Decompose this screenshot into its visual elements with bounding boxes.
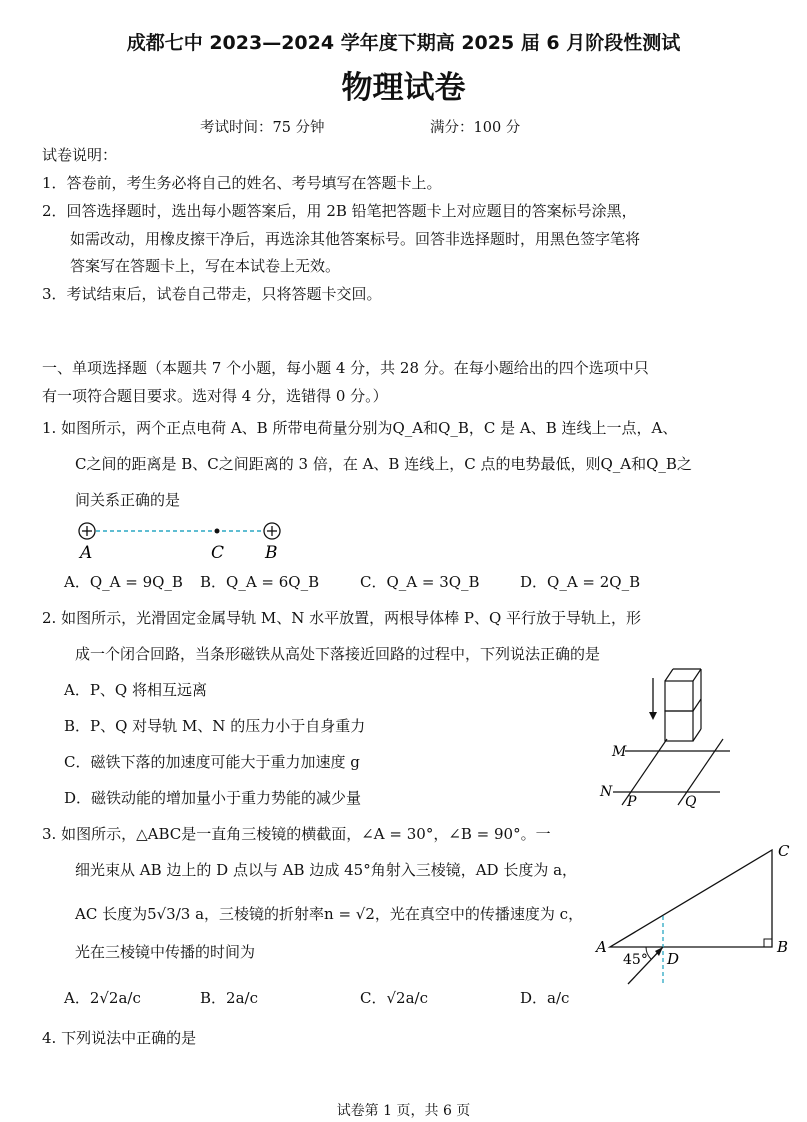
label-p: P bbox=[627, 794, 637, 810]
exam-time: 考试时间：75 分钟 bbox=[200, 120, 325, 136]
label-q: Q bbox=[685, 794, 697, 810]
magnet-icon bbox=[665, 681, 693, 711]
q1-stem: 间关系正确的是 bbox=[75, 491, 181, 509]
q3-prism-figure bbox=[588, 838, 798, 988]
q1-option-a: A．Q_A = 9Q_B bbox=[64, 573, 183, 591]
label-d: D bbox=[667, 950, 680, 968]
point-c bbox=[215, 529, 220, 534]
q3-option-c: C．√2a/c bbox=[360, 989, 428, 1007]
school-line: 成都七中 2023—2024 学年度下期高 2025 届 6 月阶段性测试 bbox=[126, 32, 681, 54]
q2-stem: 成一个闭合回路，当条形磁铁从高处下落接近回路的过程中，下列说法正确的是 bbox=[75, 645, 601, 663]
instruction-item: 如需改动，用橡皮擦干净后，再选涂其他答案标号。回答非选择题时，用黑色签字笔将 bbox=[70, 230, 641, 248]
instructions-heading: 试卷说明： bbox=[42, 146, 118, 164]
q3-option-b: B．2a/c bbox=[200, 989, 258, 1007]
q2-option-d: D．磁铁动能的增加量小于重力势能的减少量 bbox=[64, 789, 362, 807]
q2-stem: 2. 如图所示，光滑固定金属导轨 M、N 水平放置，两根导体棒 P、Q 平行放于导轨上，形 bbox=[42, 609, 642, 627]
label-c: C bbox=[211, 543, 225, 563]
label-a: A bbox=[80, 543, 93, 563]
q1-option-d: D．Q_A = 2Q_B bbox=[520, 573, 641, 591]
instruction-item: 1．答卷前，考生务必将自己的姓名、考号填写在答题卡上。 bbox=[42, 174, 442, 192]
q1-option-b: B．Q_A = 6Q_B bbox=[200, 573, 320, 591]
label-n: N bbox=[600, 784, 613, 800]
q3-stem: 光在三棱镜中传播的时间为 bbox=[75, 943, 256, 961]
instruction-item: 答案写在答题卡上，写在本试卷上无效。 bbox=[70, 257, 341, 275]
label-b: B bbox=[265, 543, 278, 563]
section-heading-line: 一、单项选择题（本题共 7 个小题，每小题 4 分，共 28 分。在每小题给出的四个选项中只 bbox=[42, 359, 649, 377]
q3-stem: 细光束从 AB 边上的 D 点以与 AB 边成 45°角射入三棱镜，AD 长度为 a， bbox=[75, 861, 578, 879]
q2-option-a: A．P、Q 将相互远离 bbox=[64, 681, 207, 699]
instruction-item: 3．考试结束后，试卷自己带走，只将答题卡交回。 bbox=[42, 285, 382, 303]
page-footer: 试卷第 1 页，共 6 页 bbox=[336, 1103, 471, 1119]
q2-option-c: C．磁铁下落的加速度可能大于重力加速度 g bbox=[64, 753, 360, 771]
q3-option-d: D．a/c bbox=[520, 989, 570, 1007]
q1-charge-figure bbox=[70, 518, 290, 564]
q3-stem: AC 长度为5√3/3 a，三棱镜的折射率n = √2，光在真空中的传播速度为 c， bbox=[75, 905, 584, 923]
prism-triangle bbox=[610, 850, 772, 947]
exam-title: 物理试卷 bbox=[341, 70, 466, 106]
section-heading-line: 有一项符合题目要求。选对得 4 分，选错得 0 分。） bbox=[42, 387, 388, 405]
q2-option-b: B．P、Q 对导轨 M、N 的压力小于自身重力 bbox=[64, 717, 366, 735]
label-c: C bbox=[778, 842, 790, 860]
q2-magnet-rails-figure bbox=[595, 660, 745, 815]
label-45-deg: 45° bbox=[623, 952, 648, 968]
label-b: B bbox=[777, 938, 789, 956]
q4-stem: 4. 下列说法中正确的是 bbox=[42, 1029, 197, 1047]
q1-option-c: C．Q_A = 3Q_B bbox=[360, 573, 480, 591]
instruction-item: 2．回答选择题时，选出每小题答案后，用 2B 铅笔把答题卡上对应题目的答案标号涂黑， bbox=[42, 202, 637, 220]
q1-stem: 1. 如图所示，两个正点电荷 A、B 所带电荷量分别为Q_A和Q_B，C 是 A、B 连线上一点，A、 bbox=[42, 419, 678, 437]
label-m: M bbox=[612, 744, 627, 760]
label-a: A bbox=[596, 938, 607, 956]
q1-stem: C之间的距离是 B、C之间距离的 3 倍，在 A、B 连线上，C 点的电势最低，则Q_A和Q_B之 bbox=[75, 455, 692, 473]
q3-stem: 3. 如图所示，△ABC是一直角三棱镜的横截面，∠A = 30°，∠B = 90°。一 bbox=[42, 825, 551, 843]
full-score: 满分：100 分 bbox=[430, 120, 521, 136]
q3-option-a: A．2√2a/c bbox=[64, 989, 141, 1007]
